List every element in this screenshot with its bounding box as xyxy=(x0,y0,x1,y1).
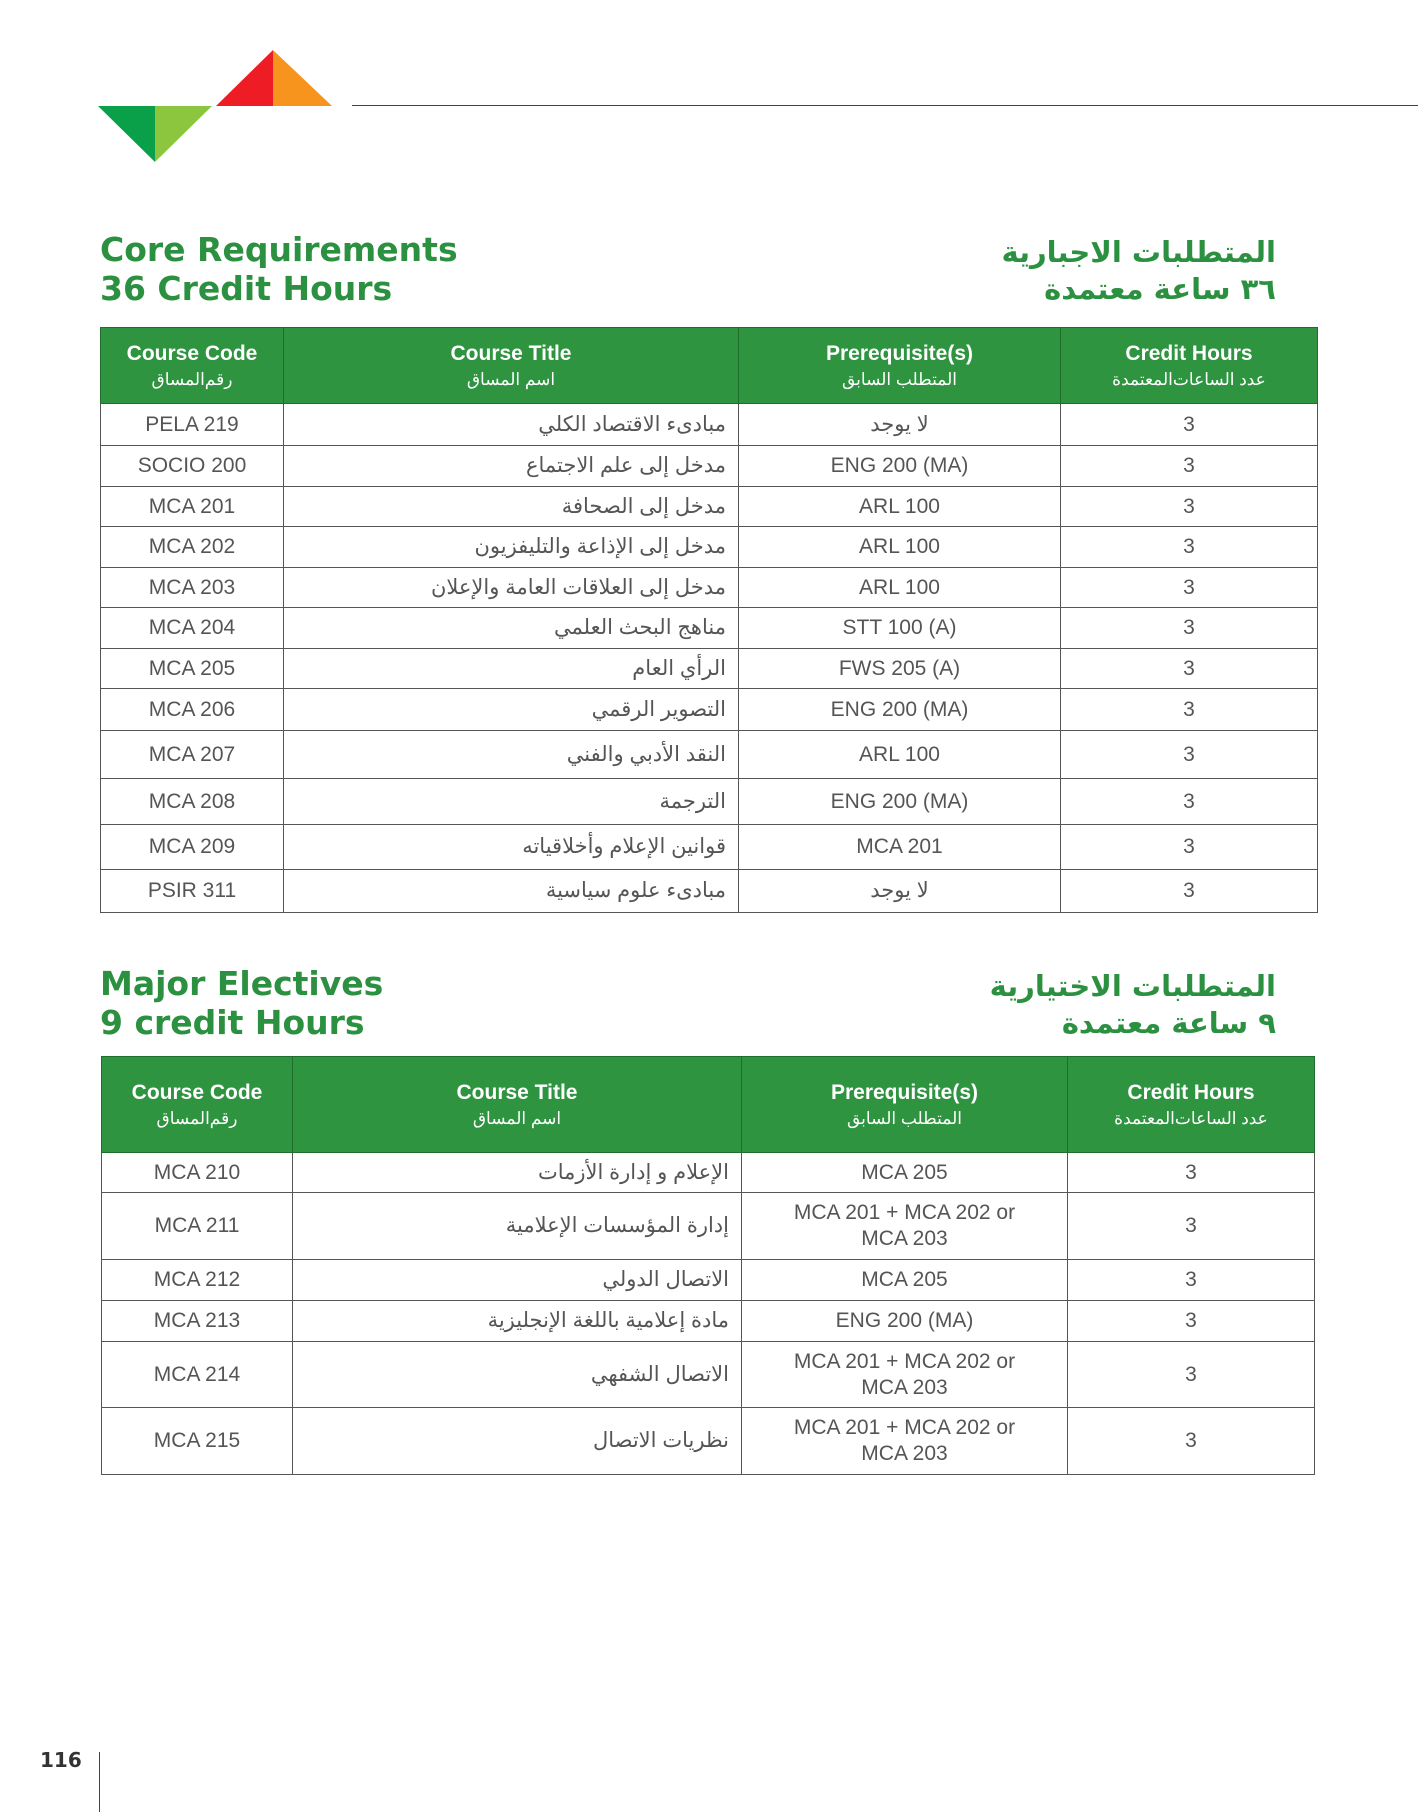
header-label-en: Course Code xyxy=(131,1080,263,1104)
course-code: MCA 202 xyxy=(101,527,284,568)
prerequisite-line: MCA 205 xyxy=(861,1160,948,1184)
header-label-ar: اسم المساق xyxy=(466,369,556,389)
table-header-row xyxy=(102,1057,1315,1153)
header-label-ar: اسم المساق xyxy=(472,1108,562,1128)
course-code: MCA 204 xyxy=(101,608,284,649)
header-label-en: Credit Hours xyxy=(1125,341,1253,365)
header-label-en: Course Title xyxy=(456,1080,578,1104)
prerequisite xyxy=(742,1301,1068,1342)
course-title: مبادىء الاقتصاد الكلي xyxy=(284,404,739,446)
course-code: MCA 213 xyxy=(102,1301,293,1342)
course-code: MCA 201 xyxy=(101,487,284,527)
prerequisite-line: MCA 203 xyxy=(861,1227,948,1250)
core-heading-en xyxy=(100,230,458,308)
electives-heading-ar-line1: المتطلبات الاختيارية xyxy=(989,969,1276,1003)
course-code: MCA 210 xyxy=(102,1153,293,1193)
prerequisite xyxy=(742,1193,1068,1260)
prerequisite-line: MCA 201 + MCA 202 or xyxy=(793,1349,1016,1373)
core-heading-en-line2: 36 Credit Hours xyxy=(100,269,393,308)
table-row xyxy=(101,870,1318,913)
electives-heading-en-line2: 9 credit Hours xyxy=(100,1003,365,1042)
course-title: نظريات الاتصال xyxy=(293,1408,742,1475)
prerequisite-line: MCA 201 + MCA 202 or xyxy=(793,1416,1016,1439)
core-heading-ar-line2: ٣٦ ساعة معتمدة xyxy=(1044,272,1276,306)
header-label-ar: المتطلب السابق xyxy=(841,369,957,389)
course-code: MCA 206 xyxy=(101,689,284,731)
course-title: مناهج البحث العلمي xyxy=(284,608,739,649)
prerequisite: STT 100 (A) xyxy=(739,608,1061,649)
header-course-title xyxy=(293,1057,742,1153)
prerequisite xyxy=(742,1153,1068,1193)
table-header-row xyxy=(101,328,1318,404)
course-code: PSIR 311 xyxy=(101,870,284,913)
course-code: MCA 209 xyxy=(101,825,284,870)
credit-hours: 3 xyxy=(1061,870,1318,913)
course-code: MCA 203 xyxy=(101,568,284,608)
table-row xyxy=(101,825,1318,870)
header-label-en: Course Code xyxy=(126,341,258,365)
prerequisite: ARL 100 xyxy=(739,568,1061,608)
prerequisite: لا يوجد xyxy=(739,404,1061,446)
logo-green-triangle xyxy=(98,106,155,162)
prerequisite-line: ENG 200 (MA) xyxy=(835,1309,974,1332)
course-title: الاتصال الدولي xyxy=(293,1260,742,1301)
header-course-title xyxy=(284,328,739,404)
logo-red-triangle xyxy=(216,50,273,106)
course-title: النقد الأدبي والفني xyxy=(284,731,739,779)
credit-hours: 3 xyxy=(1068,1153,1315,1193)
table-row xyxy=(101,608,1318,649)
prerequisite: MCA 201 xyxy=(739,825,1061,870)
logo-orange-triangle xyxy=(273,50,332,106)
credit-hours: 3 xyxy=(1061,779,1318,825)
core-requirements-table xyxy=(100,327,1318,913)
prerequisite-line: MCA 205 xyxy=(861,1268,948,1291)
course-code: MCA 205 xyxy=(101,649,284,689)
credit-hours: 3 xyxy=(1068,1301,1315,1342)
header-course-code xyxy=(101,328,284,404)
credit-hours: 3 xyxy=(1068,1260,1315,1301)
credit-hours: 3 xyxy=(1061,568,1318,608)
header-label-en: Prerequisite(s) xyxy=(825,341,974,365)
course-title: الرأي العام xyxy=(284,649,739,689)
course-title: مدخل إلى العلاقات العامة والإعلان xyxy=(284,568,739,608)
course-title: إدارة المؤسسات الإعلامية xyxy=(293,1193,742,1260)
electives-heading-ar xyxy=(990,968,1276,1042)
course-title: الاتصال الشفهي xyxy=(293,1342,742,1408)
prerequisite: لا يوجد xyxy=(739,870,1061,913)
course-title: قوانين الإعلام وأخلاقياته xyxy=(284,825,739,870)
course-code: MCA 215 xyxy=(102,1408,293,1475)
prerequisite: ENG 200 (MA) xyxy=(739,779,1061,825)
prerequisite-line: MCA 203 xyxy=(861,1375,948,1399)
table-row xyxy=(102,1193,1315,1260)
course-code: SOCIO 200 xyxy=(101,446,284,487)
credit-hours: 3 xyxy=(1068,1408,1315,1475)
prerequisite: ARL 100 xyxy=(739,527,1061,568)
header-credit-hours xyxy=(1068,1057,1315,1153)
header-course-code xyxy=(102,1057,293,1153)
table-row xyxy=(102,1301,1315,1342)
credit-hours: 3 xyxy=(1061,825,1318,870)
prerequisite xyxy=(742,1408,1068,1475)
course-title: التصوير الرقمي xyxy=(284,689,739,731)
course-code: MCA 211 xyxy=(102,1193,293,1260)
prerequisite: ARL 100 xyxy=(739,487,1061,527)
prerequisite xyxy=(742,1342,1068,1408)
course-title: الترجمة xyxy=(284,779,739,825)
table-row xyxy=(101,779,1318,825)
prerequisite: ARL 100 xyxy=(739,731,1061,779)
course-title: مبادىء علوم سياسية xyxy=(284,870,739,913)
course-title: الإعلام و إدارة الأزمات xyxy=(293,1153,742,1193)
prerequisite xyxy=(742,1260,1068,1301)
credit-hours: 3 xyxy=(1068,1342,1315,1408)
course-code: MCA 212 xyxy=(102,1260,293,1301)
credit-hours: 3 xyxy=(1061,446,1318,487)
header-label-ar: عدد الساعات‌المعتمدة xyxy=(1112,369,1266,389)
course-title: مدخل إلى علم الاجتماع xyxy=(284,446,739,487)
table-row xyxy=(102,1153,1315,1193)
electives-heading-ar-line2: ٩ ساعة معتمدة xyxy=(1061,1006,1276,1040)
core-heading-en-line1: Core Requirements xyxy=(100,230,458,269)
table-row xyxy=(101,487,1318,527)
course-title: مدخل إلى الإذاعة والتليفزيون xyxy=(284,527,739,568)
credit-hours: 3 xyxy=(1061,608,1318,649)
prerequisite: ENG 200 (MA) xyxy=(739,446,1061,487)
course-code: MCA 207 xyxy=(101,731,284,779)
credit-hours: 3 xyxy=(1061,689,1318,731)
logo-lime-triangle xyxy=(155,106,212,162)
table-row xyxy=(101,404,1318,446)
header-label-ar: رقم‌المساق xyxy=(151,369,233,389)
table-row xyxy=(101,446,1318,487)
course-title: مادة إعلامية باللغة الإنجليزية xyxy=(293,1301,742,1342)
prerequisite: ENG 200 (MA) xyxy=(739,689,1061,731)
footer-divider xyxy=(99,1752,100,1812)
credit-hours: 3 xyxy=(1061,649,1318,689)
course-title: مدخل إلى الصحافة xyxy=(284,487,739,527)
prerequisite-line: MCA 201 + MCA 202 or xyxy=(793,1201,1016,1224)
core-heading-ar xyxy=(1002,234,1277,308)
course-code: MCA 208 xyxy=(101,779,284,825)
triangles-logo xyxy=(98,50,338,162)
electives-heading-en-line1: Major Electives xyxy=(100,964,384,1003)
header-label-ar: المتطلب السابق xyxy=(846,1108,962,1128)
page-number: 116 xyxy=(40,1748,82,1772)
header-credit-hours xyxy=(1061,328,1318,404)
credit-hours: 3 xyxy=(1061,527,1318,568)
header-label-en: Prerequisite(s) xyxy=(830,1080,979,1104)
prerequisite: FWS 205 (A) xyxy=(739,649,1061,689)
table-row xyxy=(101,649,1318,689)
table-row xyxy=(101,568,1318,608)
top-divider xyxy=(352,105,1418,106)
table-row xyxy=(101,689,1318,731)
credit-hours: 3 xyxy=(1068,1193,1315,1260)
table-row xyxy=(101,731,1318,779)
table-row xyxy=(102,1342,1315,1408)
credit-hours: 3 xyxy=(1061,404,1318,446)
table-row xyxy=(102,1260,1315,1301)
credit-hours: 3 xyxy=(1061,731,1318,779)
electives-heading-en xyxy=(100,964,383,1042)
credit-hours: 3 xyxy=(1061,487,1318,527)
header-label-en: Credit Hours xyxy=(1127,1080,1255,1104)
major-electives-table xyxy=(101,1056,1315,1475)
course-code: MCA 214 xyxy=(102,1342,293,1408)
prerequisite-line: MCA 203 xyxy=(861,1442,948,1465)
header-label-ar: عدد الساعات‌المعتمدة xyxy=(1114,1108,1268,1128)
core-heading-ar-line1: المتطلبات الاجبارية xyxy=(1001,235,1276,269)
table-row xyxy=(101,527,1318,568)
header-prerequisites xyxy=(739,328,1061,404)
header-label-ar: رقم‌المساق xyxy=(156,1108,238,1128)
header-label-en: Course Title xyxy=(450,341,572,365)
header-prerequisites xyxy=(742,1057,1068,1153)
course-code: PELA 219 xyxy=(101,404,284,446)
table-row xyxy=(102,1408,1315,1475)
